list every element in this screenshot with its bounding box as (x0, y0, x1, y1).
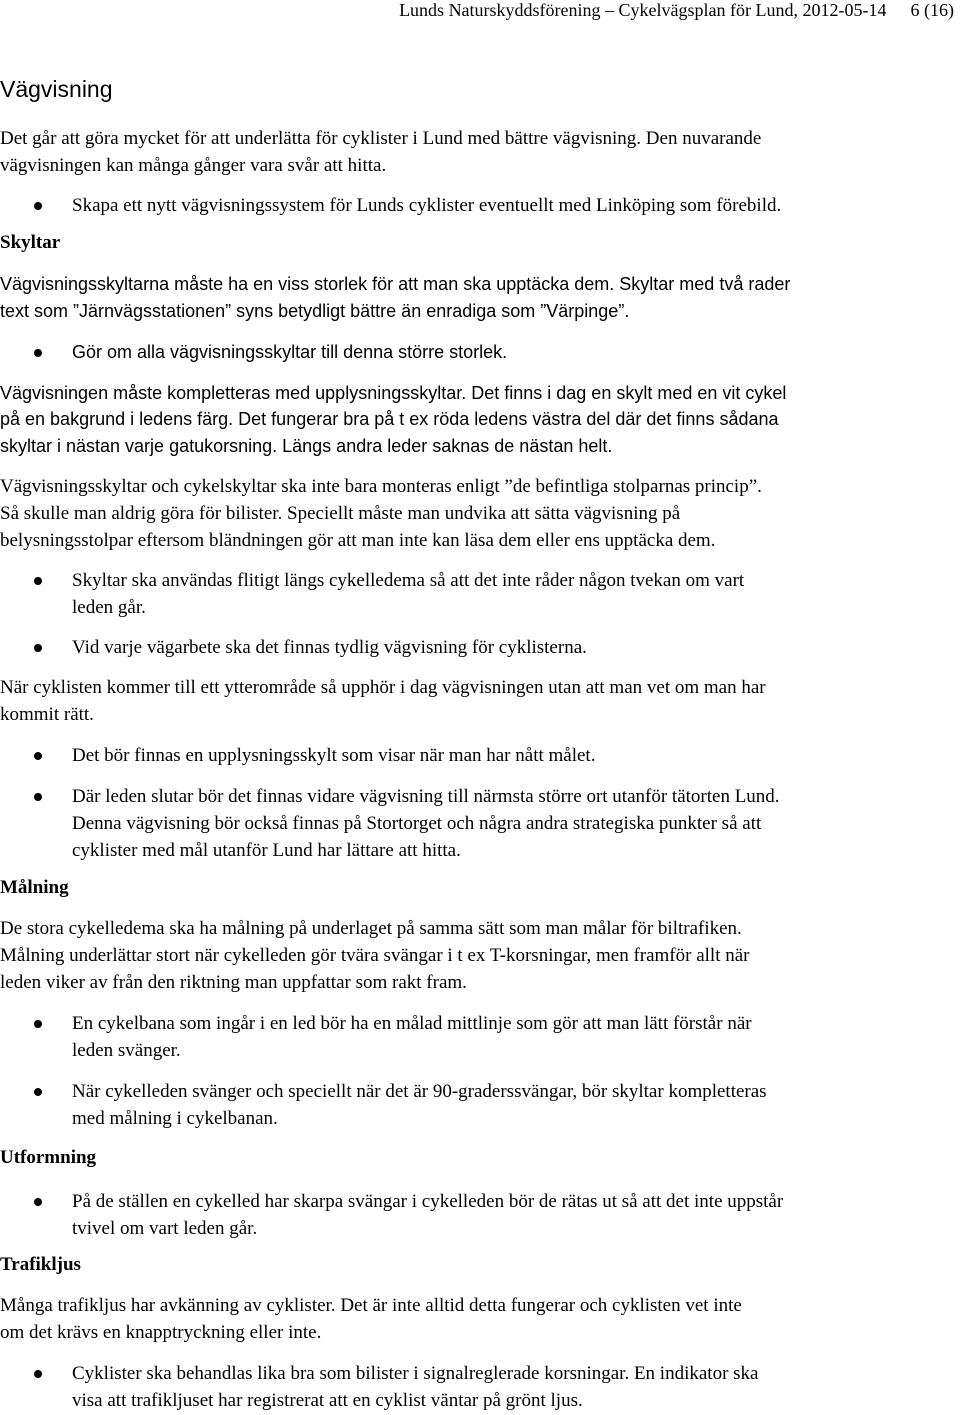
bullet-text: Skapa ett nytt vägvisningssystem för Lunds cyklister eventuellt med Linköping som förebild. (72, 195, 782, 216)
bullet-icon (34, 644, 42, 652)
paragraph-line: text som ”Järnvägsstationen” syns betydligt bättre än enradiga som ”Värpinge”. (0, 301, 630, 321)
bullet-text: Skyltar ska användas flitigt längs cykelledema så att det inte råder någon tvekan om vart (72, 570, 745, 591)
section-title-trafikljus: Trafikljus (0, 1254, 81, 1275)
bullet-text: visa att trafikljuset har registrerat att en cyklist väntar på grönt ljus. (72, 1390, 583, 1411)
paragraph-line: vägvisningen kan många gånger vara svår att hitta. (0, 155, 387, 176)
bullet-icon (34, 577, 42, 585)
bullet-text: På de ställen en cykelled har skarpa svängar i cykelleden bör de rätas ut så att det inte uppstår (72, 1191, 784, 1212)
paragraph-line: Många trafikljus har avkänning av cyklister. Det är inte alltid detta fungerar och cyklisten vet inte (0, 1295, 742, 1316)
bullet-icon (34, 1198, 42, 1206)
bullet-text: tvivel om vart leden går. (72, 1218, 258, 1239)
paragraph-line: Vägvisningsskyltar och cykelskyltar ska inte bara monteras enligt ”de befintliga stolparnas princip”. (0, 476, 762, 497)
bullet-text: Det bör finnas en upplysningsskylt som visar när man har nått målet. (72, 745, 596, 766)
bullet-icon (34, 202, 42, 210)
bullet-icon (34, 1088, 42, 1096)
paragraph-line: leden viker av från den riktning man uppfattar som rakt fram. (0, 972, 467, 993)
paragraph-line: Vägvisningen måste kompletteras med upplysningsskyltar. Det finns i dag en skylt med en vit cykel (0, 383, 787, 403)
bullet-text: cyklister med mål utanför Lund har lättare att hitta. (72, 840, 461, 861)
bullet-icon (34, 793, 42, 801)
bullet-text: leden går. (72, 597, 146, 618)
paragraph-line: på en bakgrund i ledens färg. Det fungerar bra på t ex röda ledens västra del där det finns sådana (0, 409, 779, 429)
paragraph-line: De stora cykelledema ska ha målning på underlaget på samma sätt som man målar för biltrafiken. (0, 918, 742, 939)
page-header (399, 0, 954, 22)
bullet-text: Där leden slutar bör det finnas vidare vägvisning till närmsta större ort utanför tätorten Lund. (72, 786, 780, 807)
section-title-malning: Målning (0, 877, 69, 898)
bullet-text: Vid varje vägarbete ska det finnas tydlig vägvisning för cyklisterna. (72, 637, 587, 658)
bullet-icon (34, 1020, 42, 1028)
bullet-text: leden svänger. (72, 1040, 181, 1061)
header-doc-info: Lunds Naturskyddsförening – Cykelvägsplan för Lund, 2012-05-14 (399, 0, 887, 20)
bullet-text: Gör om alla vägvisningsskyltar till denna större storlek. (72, 342, 508, 362)
paragraph-line: Det går att göra mycket för att underlätta för cyklister i Lund med bättre vägvisning. Den nuvarande (0, 128, 762, 149)
page-number: 6 (16) (910, 0, 954, 20)
paragraph-line: kommit rätt. (0, 704, 94, 725)
bullet-text: En cykelbana som ingår i en led bör ha en målad mittlinje som gör att man lätt förstår när (72, 1013, 752, 1034)
section-title-vagvisning: Vägvisning (0, 76, 113, 102)
paragraph-line: skyltar i nästan varje gatukorsning. Längs andra leder saknas de nästan helt. (0, 436, 613, 456)
section-title-skyltar: Skyltar (0, 232, 61, 253)
paragraph-line: belysningsstolpar eftersom bländningen gör att man inte kan läsa dem eller ens upptäcka dem. (0, 530, 716, 551)
bullet-text: Denna vägvisning bör också finnas på Stortorget och några andra strategiska punkter så att (72, 813, 762, 834)
section-title-utformning: Utformning (0, 1147, 97, 1168)
bullet-icon (34, 1370, 42, 1378)
paragraph-line: Målning underlättar stort när cykelleden gör tvära svängar i t ex T-korsningar, men framför allt när (0, 945, 750, 966)
paragraph-line: När cyklisten kommer till ett ytterområde så upphör i dag vägvisningen utan att man vet om man har (0, 677, 766, 698)
paragraph-line: Så skulle man aldrig göra för bilister. Speciellt måste man undvika att sätta vägvisning på (0, 503, 681, 524)
bullet-icon (34, 752, 42, 760)
paragraph-line: om det krävs en knapptryckning eller inte. (0, 1322, 322, 1343)
bullet-text: När cykelleden svänger och speciellt när det är 90-graderssvängar, bör skyltar kompletteras (72, 1081, 767, 1102)
bullet-text: med målning i cykelbanan. (72, 1108, 278, 1129)
bullet-icon (34, 349, 42, 357)
paragraph-line: Vägvisningsskyltarna måste ha en viss storlek för att man ska upptäcka dem. Skyltar med två rader (0, 274, 791, 294)
bullet-text: Cyklister ska behandlas lika bra som bilister i signalreglerade korsningar. En indikator ska (72, 1363, 759, 1384)
